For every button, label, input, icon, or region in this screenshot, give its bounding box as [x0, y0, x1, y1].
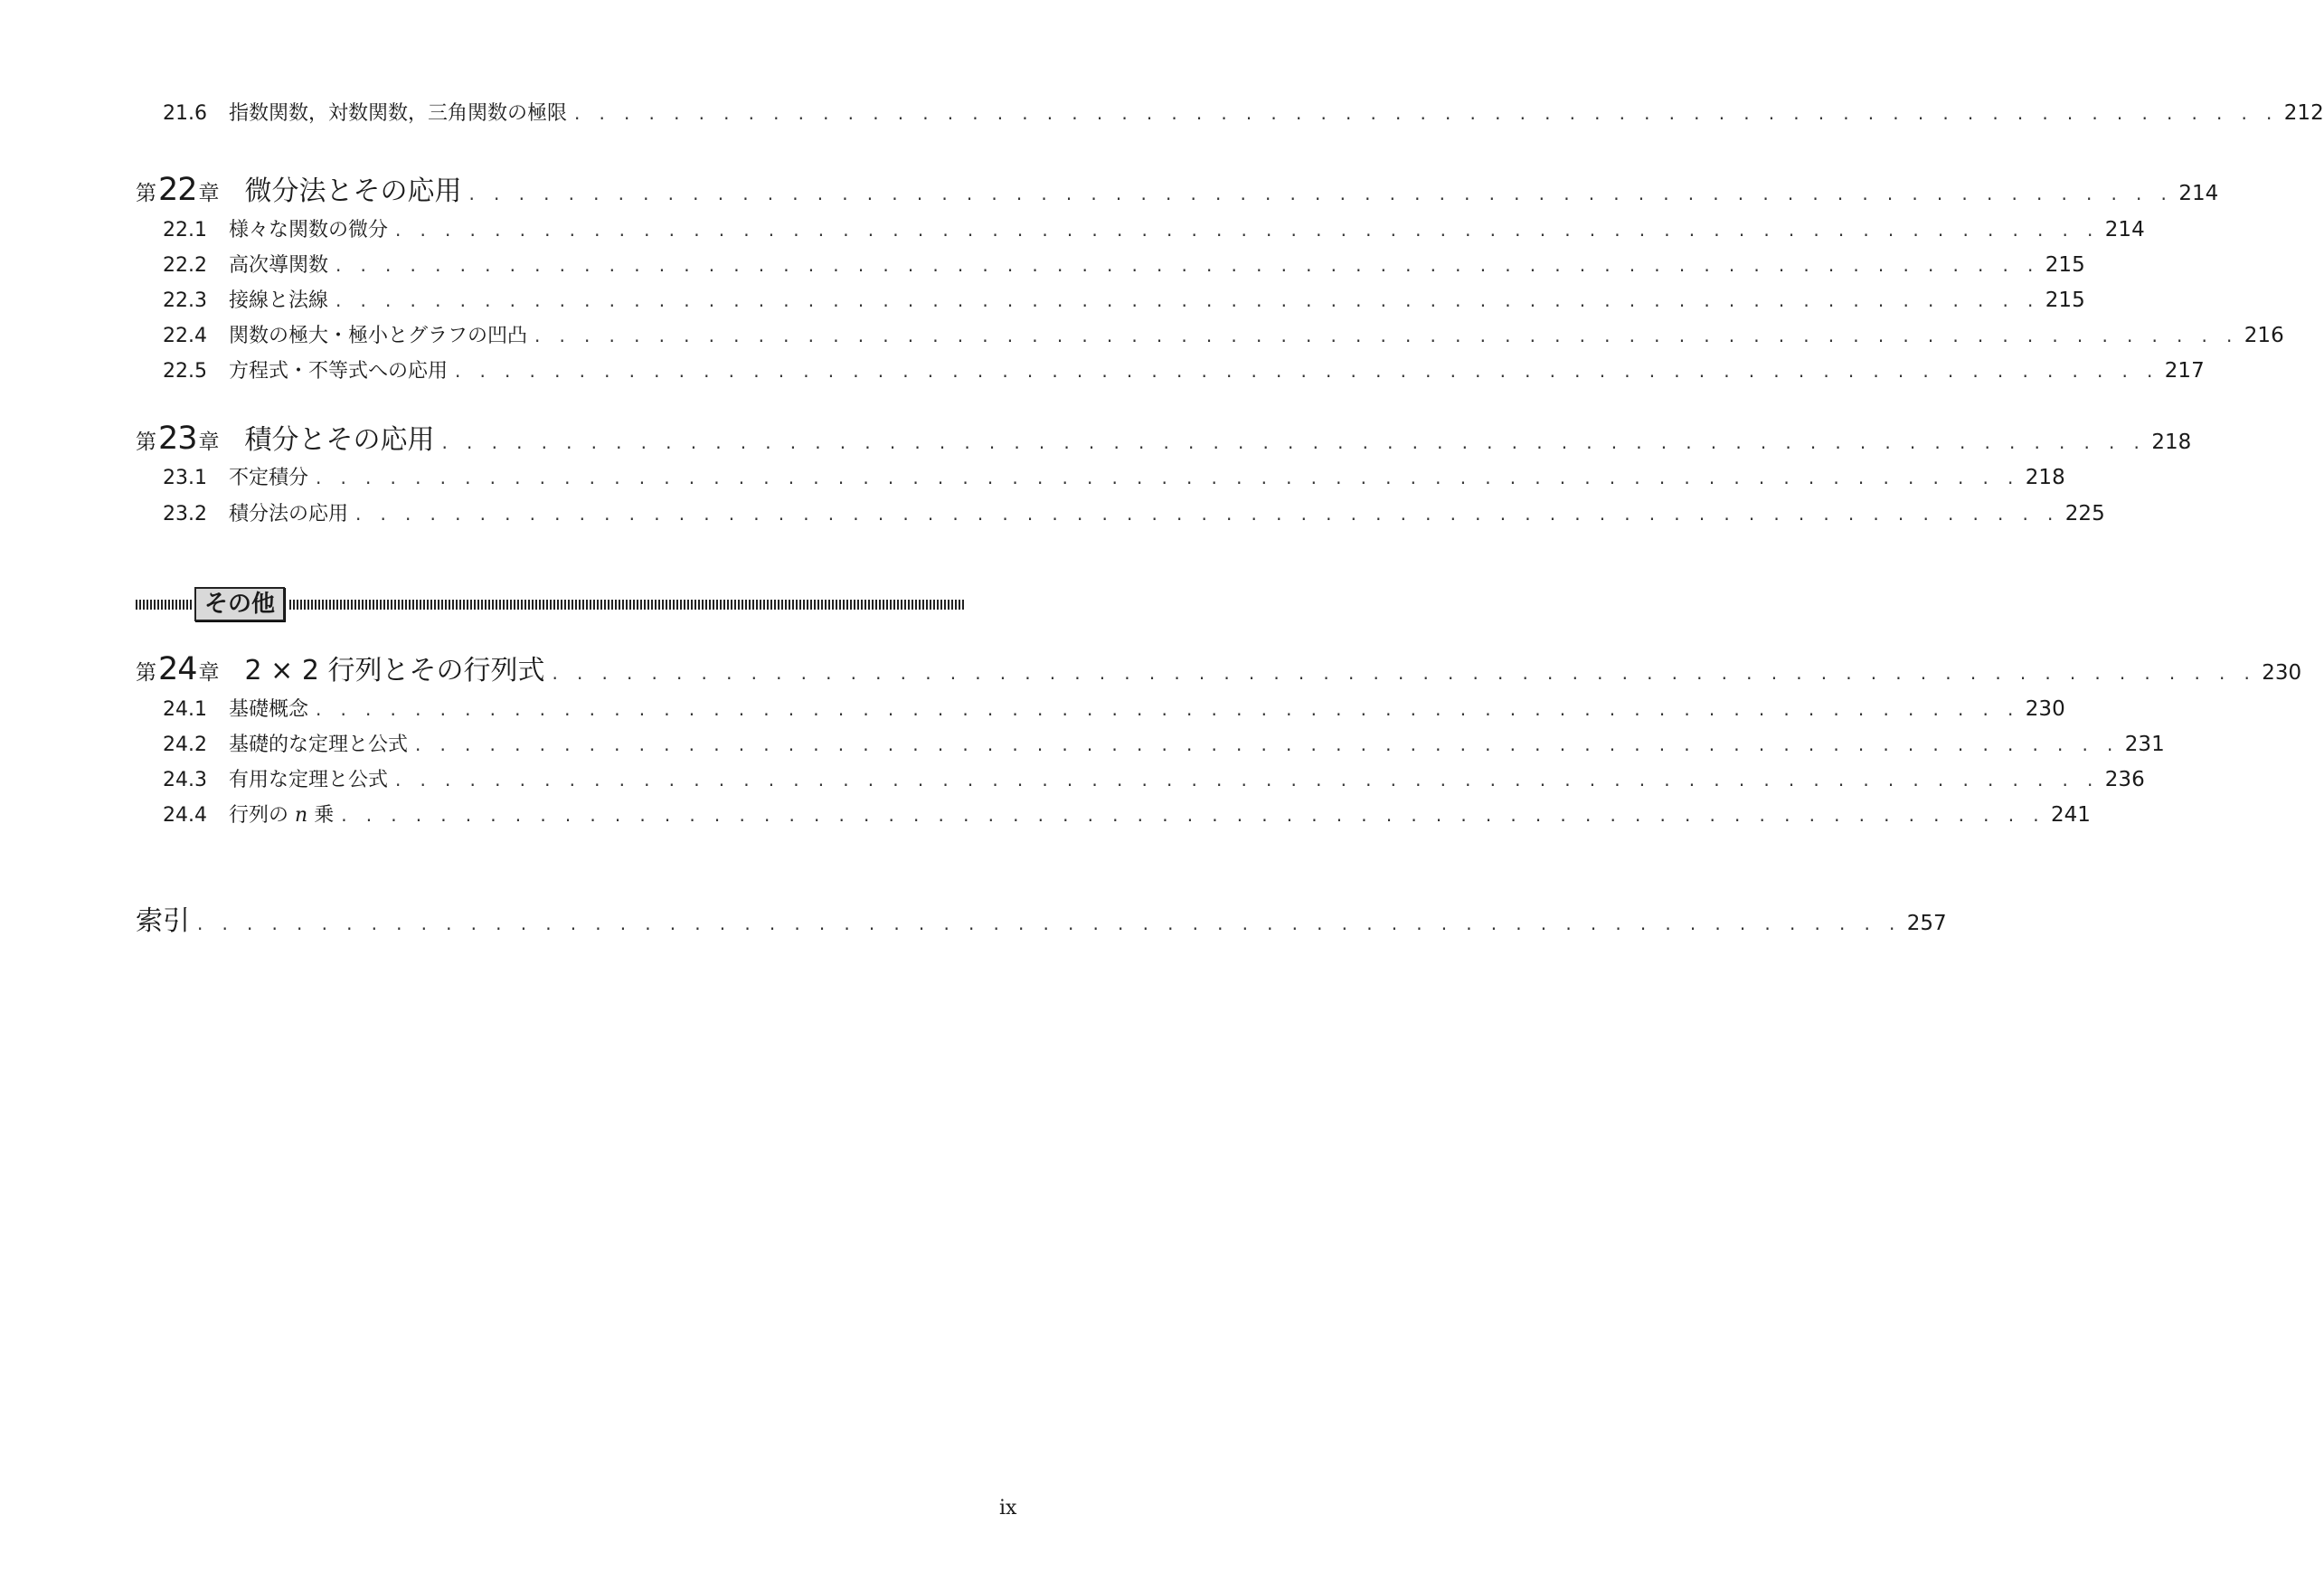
dot-leader: . . . . . . . . . . . . . . . . . . . . . . . . . . . . . . . . . . . . . . . . . . . . . . . . . . . . . . . . . . . . . . . . . . . . .: [355, 503, 2060, 525]
section-title: 不定積分: [229, 467, 309, 489]
toc-entry-22-1[interactable]: [163, 214, 2145, 243]
section-title: 有用な定理と公式: [229, 769, 389, 791]
chapter-suffix: 章: [198, 661, 220, 685]
chapter-prefix: 第: [136, 182, 156, 205]
section-number: 22.1: [163, 219, 207, 241]
toc-entry-23-1[interactable]: [163, 462, 2065, 491]
toc-entry-22-3[interactable]: [163, 285, 2085, 314]
page-number: 231: [2124, 733, 2165, 756]
toc-entry-24-2[interactable]: [163, 729, 2165, 758]
section-title: 基礎概念: [229, 698, 309, 721]
page-number: 225: [2064, 502, 2105, 525]
section-title: 基礎的な定理と公式: [229, 734, 409, 756]
section-number: 24.1: [163, 698, 207, 721]
section-number: 21.6: [163, 102, 207, 125]
section-number: 24.4: [163, 804, 207, 827]
toc-entry-24-4[interactable]: [163, 800, 2091, 828]
title-text: 行列の: [229, 804, 289, 827]
toc-entry-24-1[interactable]: [163, 694, 2065, 723]
chapter-title: 微分法とその応用: [244, 175, 462, 207]
section-title: 様々な関数の微分: [229, 219, 389, 241]
page-number: 236: [2104, 768, 2145, 791]
section-title: 積分法の応用: [229, 503, 349, 525]
chapter-suffix: 章: [198, 182, 220, 205]
dot-leader: . . . . . . . . . . . . . . . . . . . . . . . . . . . . . . . . . . . . . . . . . . . . . . . . . . . . . . . . . . . . . . . . . . . . .: [415, 734, 2120, 755]
toc-entry-22-2[interactable]: [163, 250, 2085, 279]
part-label[interactable]: その他: [194, 587, 285, 621]
part-divider: [136, 586, 965, 622]
section-number: 24.2: [163, 734, 207, 756]
page-number: 230: [2262, 661, 2302, 685]
section-title: 方程式・不等式への応用: [229, 360, 449, 383]
chapter-number: 23: [158, 421, 197, 457]
section-title: 指数関数，対数関数，三角関数の極限: [229, 102, 568, 125]
dot-leader: . . . . . . . . . . . . . . . . . . . . . . . . . . . . . . . . . . . . . . . . . . . . . . . . . . . . . . . . . . . . . . . . . . . . .: [552, 662, 2257, 684]
section-number: 22.3: [163, 289, 207, 312]
section-title: 高次導関数: [229, 254, 329, 277]
chapter-prefix: 第: [136, 661, 156, 685]
dot-leader: . . . . . . . . . . . . . . . . . . . . . . . . . . . . . . . . . . . . . . . . . . . . . . . . . . . . . . . . . . . . . . . . . . . . .: [534, 325, 2239, 346]
chapter-suffix: 章: [198, 431, 220, 454]
page-number: 212: [2283, 101, 2324, 125]
toc-entry-22-5[interactable]: [163, 355, 2205, 384]
dot-leader: . . . . . . . . . . . . . . . . . . . . . . . . . . . . . . . . . . . . . . . . . . . . . . . . . . . . . . . . . . . . . . . . . . . . .: [468, 183, 2174, 204]
section-number: 22.2: [163, 254, 207, 277]
toc-chapter-23[interactable]: [136, 417, 2192, 457]
section-number: 23.1: [163, 467, 207, 489]
section-number: 23.2: [163, 503, 207, 525]
page-number: 257: [1906, 912, 1947, 935]
hatch-rule: [289, 600, 965, 610]
section-number: 24.3: [163, 769, 207, 791]
dot-leader: . . . . . . . . . . . . . . . . . . . . . . . . . . . . . . . . . . . . . . . . . . . . . . . . . . . . . . . . . . . . . . . . . . . . .: [316, 698, 2020, 720]
section-number: 22.5: [163, 360, 207, 383]
toc-chapter-24[interactable]: [136, 648, 2302, 687]
dot-leader: . . . . . . . . . . . . . . . . . . . . . . . . . . . . . . . . . . . . . . . . . . . . . . . . . . . . . . . . . . . . . . . . . . . . .: [335, 254, 2040, 276]
page-number: 241: [2050, 803, 2091, 827]
page-number: 230: [2025, 697, 2065, 721]
dot-leader: . . . . . . . . . . . . . . . . . . . . . . . . . . . . . . . . . . . . . . . . . . . . . . . . . . . . . . . . . . . . . . . . . . . . .: [441, 431, 2147, 453]
chapter-number: 22: [158, 172, 197, 208]
section-title: 関数の極大・極小とグラフの凹凸: [229, 325, 528, 347]
toc-entry-22-4[interactable]: [163, 320, 2284, 349]
chapter-title: 積分とその応用: [244, 424, 435, 456]
section-title: [229, 800, 334, 828]
index-title: 索引: [136, 905, 190, 937]
dot-leader: . . . . . . . . . . . . . . . . . . . . . . . . . . . . . . . . . . . . . . . . . . . . . . . . . . . . . . . . . . . . . . . . . . . . .: [574, 102, 2279, 124]
dot-leader: . . . . . . . . . . . . . . . . . . . . . . . . . . . . . . . . . . . . . . . . . . . . . . . . . . . . . . . . . . . . . . . . . . . . .: [197, 913, 1902, 934]
dot-leader: . . . . . . . . . . . . . . . . . . . . . . . . . . . . . . . . . . . . . . . . . . . . . . . . . . . . . . . . . . . . . . . . . . . . .: [316, 467, 2020, 488]
toc-index[interactable]: [136, 898, 1947, 938]
page-number: 214: [2104, 218, 2145, 241]
toc-entry-21-6[interactable]: [163, 98, 2324, 127]
toc-chapter-22[interactable]: [136, 168, 2219, 208]
dot-leader: . . . . . . . . . . . . . . . . . . . . . . . . . . . . . . . . . . . . . . . . . . . . . . . . . . . . . . . . . . . . . . . . . . . . .: [335, 289, 2040, 311]
toc-entry-24-3[interactable]: [163, 764, 2145, 793]
section-number: 22.4: [163, 325, 207, 347]
page-number: 218: [2025, 466, 2065, 489]
toc-entry-23-2[interactable]: [163, 498, 2105, 527]
dot-leader: . . . . . . . . . . . . . . . . . . . . . . . . . . . . . . . . . . . . . . . . . . . . . . . . . . . . . . . . . . . . . . . . . . . . .: [455, 360, 2159, 382]
page-number: 217: [2164, 359, 2205, 383]
dot-leader: . . . . . . . . . . . . . . . . . . . . . . . . . . . . . . . . . . . . . . . . . . . . . . . . . . . . . . . . . . . . . . . . . . . . .: [395, 219, 2100, 241]
page-number: 214: [2178, 182, 2219, 205]
section-title: 接線と法線: [229, 289, 329, 312]
hatch-rule: [136, 600, 192, 610]
table-of-contents: [136, 0, 2324, 995]
page-number: 215: [2045, 289, 2085, 312]
math-variable: n: [295, 804, 308, 827]
chapter-prefix: 第: [136, 431, 156, 454]
chapter-title: 2 × 2 行列とその行列式: [244, 655, 545, 686]
dot-leader: . . . . . . . . . . . . . . . . . . . . . . . . . . . . . . . . . . . . . . . . . . . . . . . . . . . . . . . . . . . . . . . . . . . . .: [395, 769, 2100, 790]
dot-leader: . . . . . . . . . . . . . . . . . . . . . . . . . . . . . . . . . . . . . . . . . . . . . . . . . . . . . . . . . . . . . . . . . . . . .: [341, 804, 2045, 826]
page-number: 218: [2151, 431, 2192, 454]
page-number: 215: [2045, 253, 2085, 277]
title-text: 乗: [314, 804, 335, 827]
page-number: 216: [2244, 324, 2284, 347]
chapter-number: 24: [158, 651, 197, 687]
page-folio: ix: [999, 1497, 1017, 1519]
